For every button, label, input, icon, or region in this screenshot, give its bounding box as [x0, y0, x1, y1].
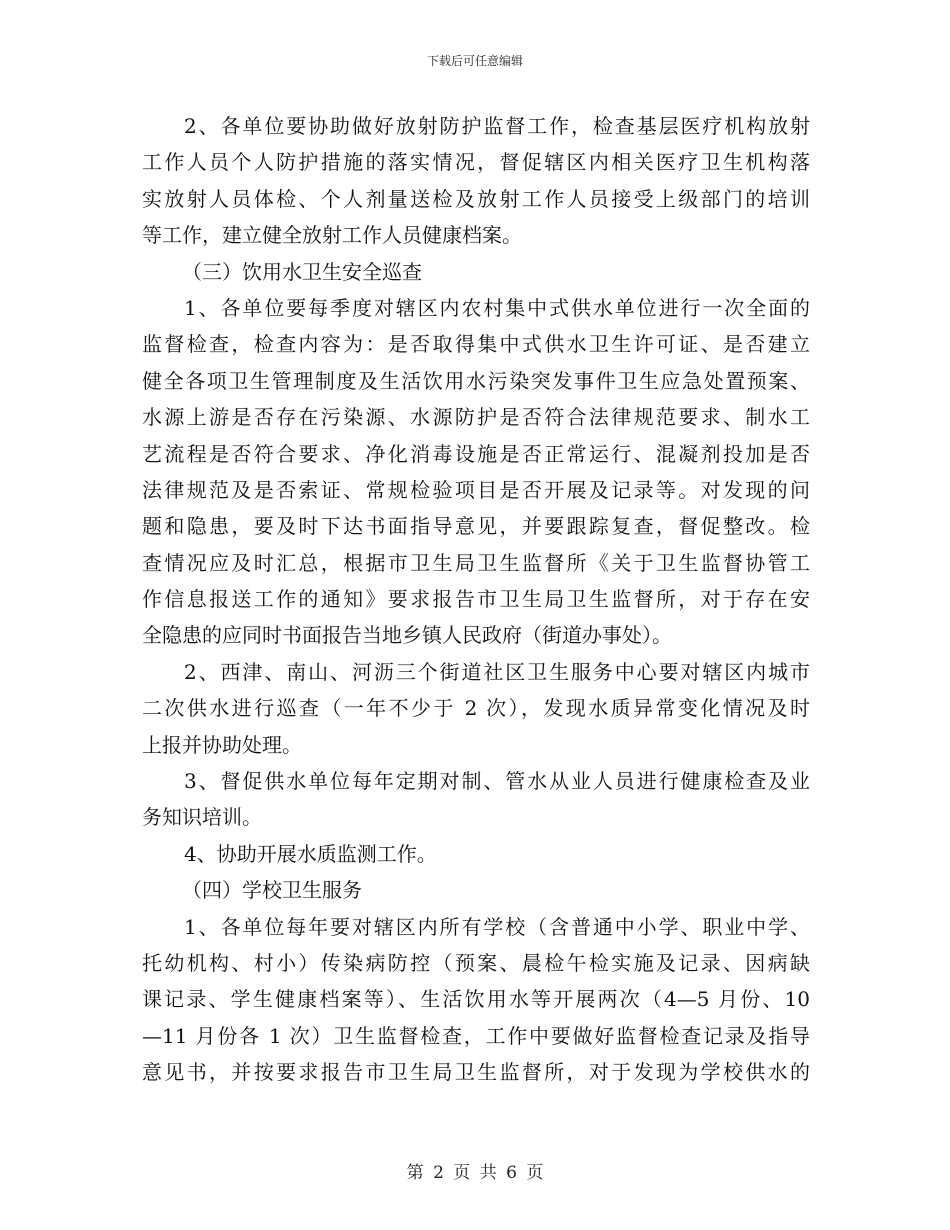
paragraph-line: 意见书，并按要求报告市卫生局卫生监督所，对于发现为学校供水的: [142, 1060, 810, 1085]
paragraph-line: 1、各单位要每季度对辖区内农村集中式供水单位进行一次全面的: [184, 295, 810, 320]
paragraph-line: 实放射人员体检、个人剂量送检及放射工作人员接受上级部门的培训: [142, 186, 810, 211]
document-body: [142, 108, 810, 1091]
paragraph-line: 3、督促供水单位每年定期对制、管水从业人员进行健康检查及业: [184, 769, 810, 794]
paragraph-line: 健全各项卫生管理制度及生活饮用水污染突发事件卫生应急处置预案、: [142, 368, 810, 393]
paragraph-line: —11 月份各 1 次）卫生监督检查，工作中要做好监督检查记录及指导: [142, 1023, 810, 1048]
paragraph-line: 2、各单位要协助做好放射防护监督工作，检查基层医疗机构放射: [184, 114, 810, 138]
paragraph-line: 工作人员个人防护措施的落实情况，督促辖区内相关医疗卫生机构落: [142, 150, 810, 175]
page-number-footer: 第 2 页 共 6 页: [406, 1163, 544, 1183]
paragraph-line: 全隐患的应同时书面报告当地乡镇人民政府（街道办事处）。: [142, 623, 672, 648]
paragraph-line: 4、协助开展水质监测工作。: [184, 841, 437, 866]
paragraph-line: 托幼机构、村小）传染病防控（预案、晨检午检实施及记录、因病缺: [142, 950, 810, 975]
paragraph-line: 上报并协助处理。: [142, 732, 302, 757]
paragraph-line: 二次供水进行巡查（一年不少于 2 次），发现水质异常变化情况及时: [142, 696, 810, 721]
paragraph-line: 2、西津、南山、河沥三个街道社区卫生服务中心要对辖区内城市: [184, 659, 810, 684]
paragraph-line: 作信息报送工作的通知》要求报告市卫生局卫生监督所，对于存在安: [142, 587, 810, 612]
paragraph-line: 艺流程是否符合要求、净化消毒设施是否正常运行、混凝剂投加是否: [142, 441, 810, 466]
paragraph-line: 法律规范及是否索证、常规检验项目是否开展及记录等。对发现的问: [142, 477, 810, 502]
paragraph-line: 查情况应及时汇总，根据市卫生局卫生监督所《关于卫生监督协管工: [142, 550, 810, 575]
paragraph-line: 等工作，建立健全放射工作人员健康档案。: [142, 223, 522, 248]
paragraph-line: 课记录、学生健康档案等）、生活饮用水等开展两次（4—5 月份、10: [142, 987, 810, 1012]
page-header: 下载后可任意编辑: [426, 54, 523, 68]
section-heading: （三）饮用水卫生安全巡查: [182, 259, 422, 284]
paragraph-line: 题和隐患，要及时下达书面指导意见，并要跟踪复查，督促整改。检: [142, 514, 810, 539]
paragraph-line: 1、各单位每年要对辖区内所有学校（含普通中小学、职业中学、: [184, 914, 810, 939]
paragraph-line: 监督检查，检查内容为：是否取得集中式供水卫生许可证、是否建立: [142, 332, 810, 357]
paragraph-line: 水源上游是否存在污染源、水源防护是否符合法律规范要求、制水工: [142, 405, 810, 430]
paragraph-line: 务知识培训。: [142, 805, 262, 830]
section-heading: （四）学校卫生服务: [182, 878, 362, 903]
